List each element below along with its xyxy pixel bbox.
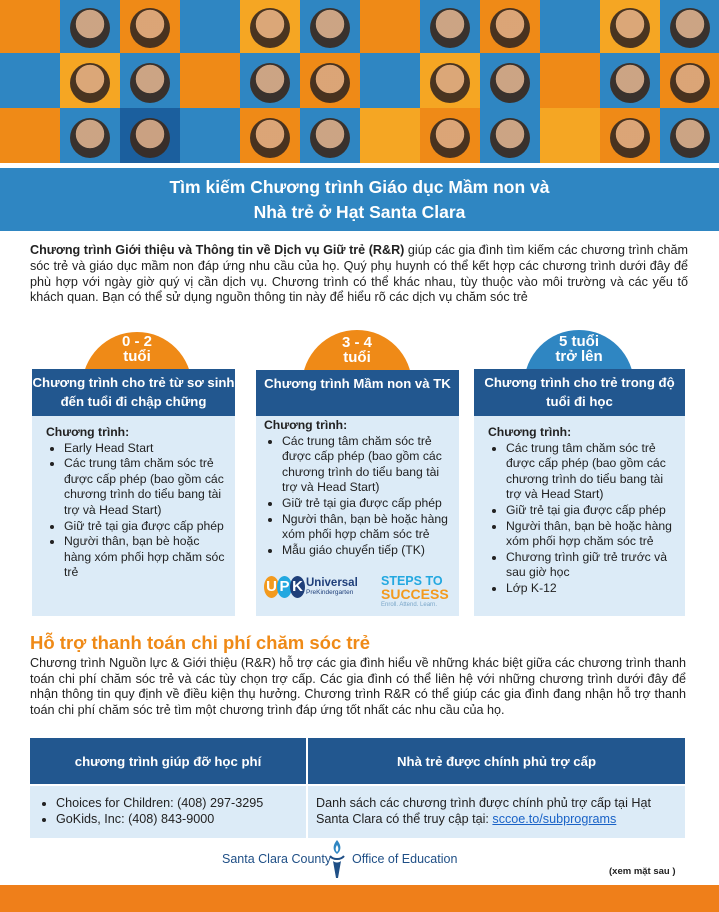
child-photo-icon — [670, 118, 710, 158]
photo-tile — [180, 0, 240, 53]
table-header — [30, 738, 685, 784]
title-line-1: Tìm kiếm Chương trình Giáo dục Mầm non và — [169, 177, 550, 197]
table-row — [30, 786, 685, 838]
age-badge-line-1: 0 - 2 — [121, 333, 152, 350]
photo-tile — [660, 53, 719, 108]
photo-tile — [600, 53, 660, 108]
child-photo-icon — [250, 118, 290, 158]
column-heading: Chương trình cho trẻ từ sơ sinh đến tuổi đi chập chững — [32, 369, 235, 416]
photo-tile — [480, 0, 540, 53]
age-badge-line-2: trở lên — [555, 348, 603, 365]
torch-icon — [326, 838, 348, 880]
age-badge-line-1: 3 - 4 — [341, 334, 372, 351]
title-banner — [0, 168, 719, 231]
child-photo-icon — [490, 8, 530, 48]
photo-tile — [420, 108, 480, 163]
upk-wordmark — [306, 578, 358, 597]
programs-label: Chương trình: — [264, 418, 348, 432]
list-item: • GoKids, Inc: (408) 843-9000 — [56, 811, 306, 827]
org-name-left: Santa Clara County — [222, 852, 332, 866]
upk-letter-p: P — [277, 576, 292, 598]
subprograms-link[interactable]: sccoe.to/subprograms — [492, 812, 617, 826]
see-back-note: (xem mặt sau ) — [609, 866, 676, 877]
intro-text: giúp các gia đình tìm kiếm các chương trình chăm sóc trẻ và giáo dục mầm non đáp ứng nhu cầu của họ. Quý phụ huynh có thể kết hợp các chương trình dưới đây để phù hợp với ngày giờ quý vị cần dịch vụ. Chương trình có thể khác nhau, tùy thuộc vào môi trường và các yếu tố khách quan. Bạn có thể sử dụng nguồn thông tin này để hiểu rõ các dịch vụ chăm sóc trẻ — [30, 243, 688, 305]
child-photo-icon — [610, 8, 650, 48]
child-photo-icon — [250, 8, 290, 48]
photo-tile — [60, 53, 120, 108]
child-photo-icon — [310, 118, 350, 158]
photo-tile — [360, 53, 420, 108]
photo-tile — [420, 0, 480, 53]
photo-tile — [300, 53, 360, 108]
photo-tile — [660, 0, 719, 53]
list-item: • Các trung tâm chăm sóc trẻ được cấp phép (bao gồm các chương trình do tiểu bang tài trợ và Head Start) — [506, 441, 675, 503]
list-item: • Người thân, bạn bè hoặc hàng xóm phối hợp chăm sóc trẻ — [282, 512, 449, 543]
child-photo-icon — [490, 118, 530, 158]
sts-line-1: STEPS TO — [381, 574, 443, 588]
photo-tile — [60, 0, 120, 53]
upk-sub: PreKindergarten — [306, 588, 354, 596]
program-list — [282, 434, 449, 559]
tuition-list — [56, 795, 306, 827]
child-photo-icon — [70, 8, 110, 48]
intro-paragraph — [30, 243, 688, 306]
list-item: • Lớp K-12 — [506, 581, 675, 597]
list-item: • Giữ trẻ tại gia được cấp phép — [282, 496, 449, 512]
child-photo-icon — [610, 63, 650, 103]
sts-line-2: SUCCESS — [381, 586, 449, 602]
program-list — [64, 441, 225, 581]
child-photo-icon — [130, 8, 170, 48]
child-photo-icon — [670, 63, 710, 103]
photo-tile — [0, 53, 60, 108]
photo-tile — [0, 108, 60, 163]
child-photo-icon — [310, 63, 350, 103]
payment-paragraph: Chương trình Nguồn lực & Giới thiệu (R&R) hỗ trợ các gia đình hiểu về những khác biệt giữa các chương trình thanh toán chi phí chăm sóc trẻ và các tùy chọn trợ cấp. Các gia đình có thể liên hệ với những chương trình dưới đây để nhận thông tin quy định về điều kiện thụ hưởng. Chương trình R&R có thể giúp các gia đình đang nhận hỗ trợ thanh toán chi phí chăm sóc trẻ tìm một chương trình đáp ứng tốt nhất các nhu cầu của họ. — [30, 656, 686, 717]
photo-tile — [120, 108, 180, 163]
header-tuition-programs: chương trình giúp đỡ học phí — [30, 738, 308, 784]
photo-tile — [600, 108, 660, 163]
program-list — [506, 441, 675, 597]
programs-label: Chương trình: — [488, 425, 572, 439]
photo-tile — [300, 0, 360, 53]
list-item: • Chương trình giữ trẻ trước và sau giờ học — [506, 550, 675, 581]
programs-label: Chương trình: — [46, 425, 130, 439]
column-body — [474, 416, 685, 616]
list-item: • Người thân, bạn bè hoặc hàng xóm phối hợp chăm sóc trẻ — [506, 519, 675, 550]
photo-tile — [600, 0, 660, 53]
cell-subsidized-childcare — [308, 786, 685, 838]
header-subsidized-childcare: Nhà trẻ được chính phủ trợ cấp — [308, 738, 685, 784]
list-item: • Mẫu giáo chuyển tiếp (TK) — [282, 543, 449, 559]
photo-tile — [660, 108, 719, 163]
upk-letter-k: K — [290, 576, 305, 598]
photo-tile — [60, 108, 120, 163]
column-body — [32, 416, 235, 616]
child-photo-icon — [610, 118, 650, 158]
payment-section-title: Hỗ trợ thanh toán chi phí chăm sóc trẻ — [30, 632, 371, 653]
child-photo-icon — [430, 63, 470, 103]
photo-tile — [540, 108, 600, 163]
list-item: • Giữ trẻ tại gia được cấp phép — [64, 519, 225, 535]
photo-mosaic-banner — [0, 0, 719, 163]
sts-line-3: Enroll. Attend. Learn. — [381, 602, 438, 608]
photo-tile — [180, 53, 240, 108]
photo-tile — [480, 108, 540, 163]
title-line-2: Nhà trẻ ở Hạt Santa Clara — [253, 202, 466, 222]
upk-letters — [264, 576, 303, 598]
child-photo-icon — [430, 8, 470, 48]
column-body — [256, 416, 459, 616]
steps-to-success-logo — [381, 575, 449, 609]
photo-tile — [240, 0, 300, 53]
photo-tile — [360, 108, 420, 163]
photo-tile — [540, 0, 600, 53]
age-badge-line-1: 5 tuổi — [559, 333, 599, 350]
child-photo-icon — [310, 8, 350, 48]
photo-tile — [240, 108, 300, 163]
child-photo-icon — [250, 63, 290, 103]
photo-tile — [240, 53, 300, 108]
child-photo-icon — [70, 63, 110, 103]
child-photo-icon — [490, 63, 530, 103]
list-item: • Choices for Children: (408) 297-3295 — [56, 795, 306, 811]
column-heading: Chương trình cho trẻ trong độ tuổi đi học — [474, 369, 685, 416]
subsidized-text: Danh sách các chương trình được chính phủ trợ cấp tại Hạt Santa Clara có thể truy cập tại: — [316, 796, 651, 826]
child-photo-icon — [70, 118, 110, 158]
upk-letter-u: U — [264, 576, 279, 598]
page-title — [0, 175, 719, 225]
photo-tile — [180, 108, 240, 163]
bottom-bar — [0, 885, 719, 912]
column-heading: Chương trình Mầm non và TK — [256, 370, 459, 416]
photo-tile — [480, 53, 540, 108]
intro-bold: Chương trình Giới thiệu và Thông tin về Dịch vụ Giữ trẻ (R&R) — [30, 243, 405, 257]
org-name-right: Office of Education — [352, 852, 458, 866]
photo-tile — [120, 53, 180, 108]
photo-tile — [0, 0, 60, 53]
child-photo-icon — [670, 8, 710, 48]
upk-logo — [264, 576, 358, 598]
list-item: • Người thân, bạn bè hoặc hàng xóm phối hợp chăm sóc trẻ — [64, 534, 225, 581]
child-photo-icon — [130, 63, 170, 103]
photo-tile — [540, 53, 600, 108]
age-badge-line-2: tuổi — [123, 348, 151, 365]
list-item: • Early Head Start — [64, 441, 225, 457]
list-item: • Các trung tâm chăm sóc trẻ được cấp phép (bao gồm các chương trình do tiểu bang tài trợ và Head Start) — [64, 456, 225, 518]
photo-tile — [360, 0, 420, 53]
payment-table — [30, 738, 685, 838]
photo-tile — [420, 53, 480, 108]
upk-name: Universal — [306, 576, 358, 589]
photo-tile — [300, 108, 360, 163]
child-photo-icon — [430, 118, 470, 158]
list-item: • Các trung tâm chăm sóc trẻ được cấp phép (bao gồm các chương trình do tiểu bang tài trợ và Head Start) — [282, 434, 449, 496]
age-badge-line-2: tuổi — [343, 349, 371, 366]
child-photo-icon — [130, 118, 170, 158]
cell-tuition-programs — [30, 786, 308, 838]
list-item: • Giữ trẻ tại gia được cấp phép — [506, 503, 675, 519]
photo-tile — [120, 0, 180, 53]
